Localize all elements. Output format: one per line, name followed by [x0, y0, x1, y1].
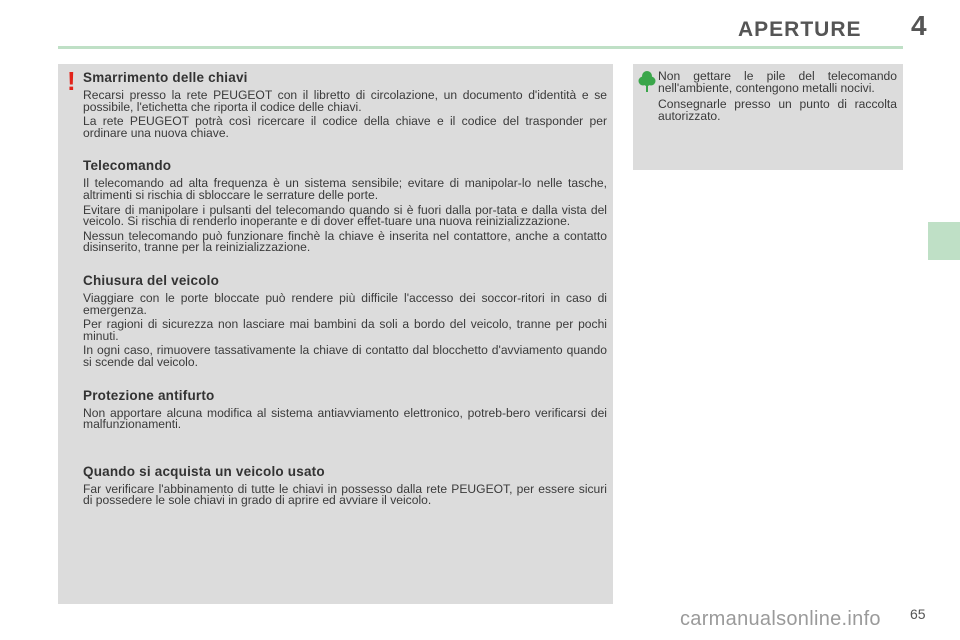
- paragraph: Il telecomando ad alta frequenza è un sistema sensibile; evitare di manipolar-lo nelle tasche, altrimenti si rischia di sbloccare le serrature delle porte.: [83, 176, 607, 202]
- section-heading: Protezione antifurto: [83, 387, 215, 403]
- paragraph: Far verificare l'abbinamento di tutte le chiavi in possesso dalla rete PEUGEOT, per essere sicuri di possedere le sole chiavi in grado di aprire ed avviare il veicolo.: [83, 481, 607, 508]
- paragraph: Recarsi presso la rete PEUGEOT con il libretto di circolazione, un documento d'identità e se possibile, l'etichetta che riporta il codice delle chiavi.: [83, 88, 607, 114]
- chapter-number: 4: [911, 10, 927, 41]
- page-number: 65: [910, 606, 926, 622]
- note-paragraph: Consegnarle presso un punto di raccolta autorizzato.: [658, 97, 897, 123]
- paragraph: Nessun telecomando può funzionare finchè la chiave è inserita nel contattore, anche a contatto disinserito, tranne per la reinizializzazione.: [83, 228, 607, 255]
- tree-icon: [638, 70, 656, 92]
- section-remote-control: [83, 158, 607, 254]
- section-heading: Telecomando: [83, 158, 172, 174]
- paragraph: Viaggiare con le porte bloccate può rendere più difficile l'accesso dei soccor-ritori in caso di emergenza.: [83, 290, 607, 317]
- paragraph: In ogni caso, rimuovere tassativamente la chiave di contatto dal blocchetto d'avviamento quando si scende dal veicolo.: [83, 343, 607, 369]
- header-rule: [58, 46, 903, 49]
- section-antitheft: [83, 388, 607, 431]
- section-vehicle-locking: [83, 273, 607, 369]
- section-heading: Chiusura del veicolo: [83, 272, 220, 288]
- warning-box: [58, 64, 613, 604]
- section-used-vehicle: [83, 464, 607, 507]
- paragraph: Non apportare alcuna modifica al sistema antiavviamento elettronico, potreb-bero verificarsi dei malfunzionamenti.: [83, 405, 607, 432]
- note-paragraph: Non gettare le pile del telecomando nell'ambiente, contengono metalli nocivi.: [658, 69, 897, 95]
- paragraph: Per ragioni di sicurezza non lasciare mai bambini da soli a bordo del veicolo, tranne per pochi minuti.: [83, 317, 607, 343]
- chapter-tab-marker: [928, 222, 960, 260]
- exclamation-icon: !: [67, 66, 76, 96]
- section-lost-keys: [83, 70, 607, 139]
- paragraph: La rete PEUGEOT potrà così ricercare il codice della chiave e il codice del trasponder per ordinare una nuova chiave.: [83, 114, 607, 140]
- paragraph: Evitare di manipolare i pulsanti del telecomando quando si è fuori dalla por-tata e dalla vista del veicolo. Si rischia di renderlo inoperante e di dover effet-tuare una nuova reinizializzazione.: [83, 202, 607, 229]
- chapter-title: APERTURE: [738, 18, 862, 41]
- section-heading: Quando si acquista un veicolo usato: [83, 463, 325, 479]
- watermark: carmanualsonline.info: [680, 608, 881, 630]
- section-heading: Smarrimento delle chiavi: [83, 70, 248, 85]
- environment-note-box: [633, 64, 903, 170]
